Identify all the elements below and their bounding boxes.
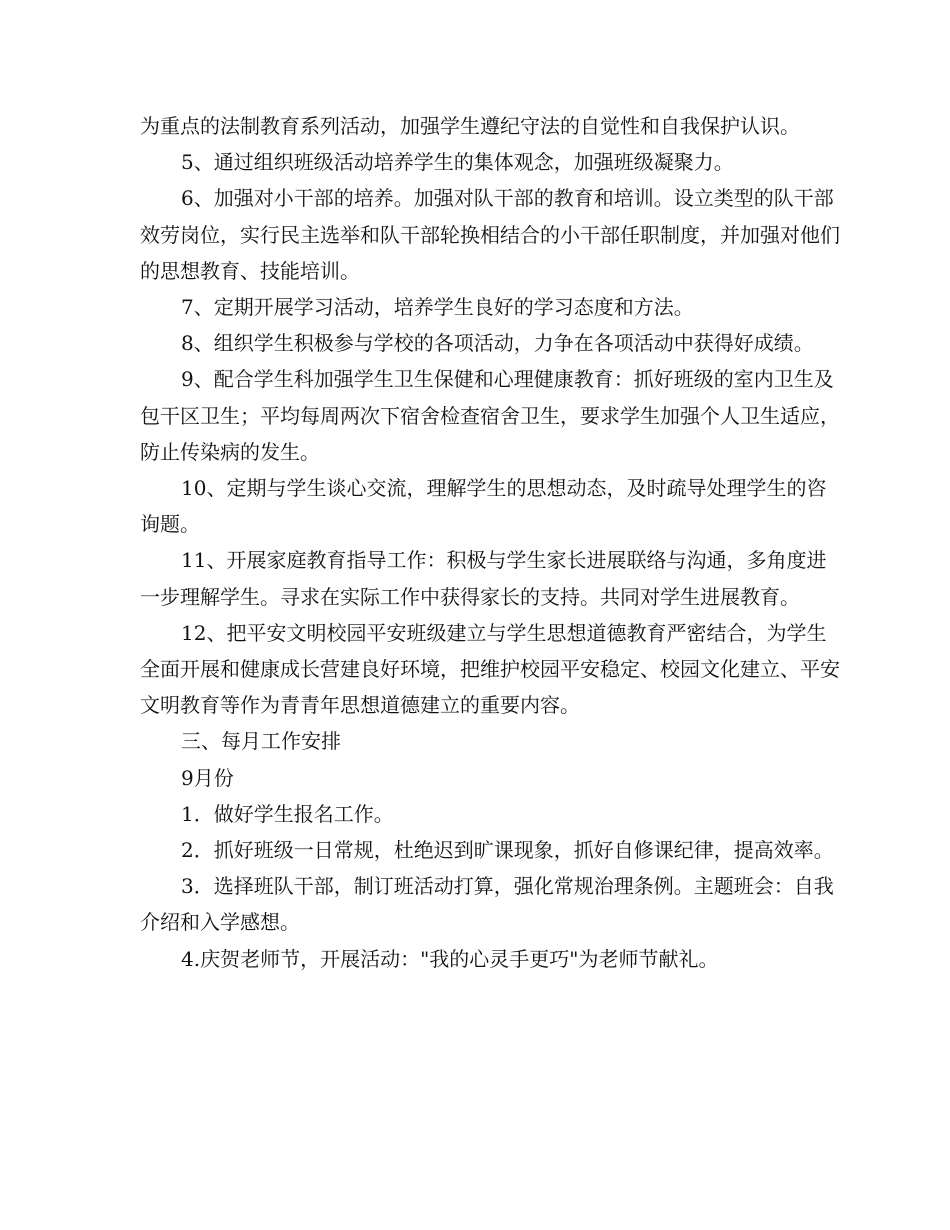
september-item-3: 3．选择班队干部，制订班活动打算，强化常规治理条例。主题班会：自我介绍和入学感想。 [140,874,834,935]
document-body [140,108,840,977]
paragraph-item-9: 9、配合学生科加强学生卫生保健和心理健康教育：抓好班级的室内卫生及包干区卫生；平均每周两次下宿舍检查宿舍卫生，要求学生加强个人卫生适应，防止传染病的发生。 [140,367,840,464]
paragraph-item-11: 11、开展家庭教育指导工作：积极与学生家长进展联络与沟通，多角度进一步理解学生。寻求在实际工作中获得家长的支持。共同对学生进展教育。 [140,548,827,609]
month-heading-september: 9月份 [181,765,234,790]
paragraph-item-6: 6、加强对小干部的培养。加强对队干部的教育和培训。设立类型的队干部效劳岗位，实行民主选举和队干部轮换相结合的小干部任职制度，并加强对他们的思想教育、技能培训。 [140,186,840,283]
september-item-2: 2．抓好班级一日常规，杜绝迟到旷课现象，抓好自修课纪律，提高效率。 [181,838,834,863]
paragraph-item-8: 8、组织学生积极参与学校的各项活动，力争在各项活动中获得好成绩。 [181,331,814,356]
section-heading-monthly-plan: 三、每月工作安排 [181,729,341,754]
paragraph-item-7: 7、定期开展学习活动，培养学生良好的学习态度和方法。 [181,295,694,320]
paragraph-item-12: 12、把平安文明校园平安班级建立与学生思想道德教育严密结合，为学生全面开展和健康成长营建良好环境，把维护校园平安稳定、校园文化建立、平安文明教育等作为青青年思想道德建立的重要内容。 [140,620,840,718]
paragraph-continuation: 为重点的法制教育系列活动，加强学生遵纪守法的自觉性和自我保护认识。 [140,114,800,138]
september-item-1: 1．做好学生报名工作。 [181,801,394,826]
september-item-4: 4.庆贺老师节，开展活动："我的心灵手更巧"为老师节献礼。 [181,946,719,971]
paragraph-item-5: 5、通过组织班级活动培养学生的集体观念，加强班级凝聚力。 [181,150,734,175]
paragraph-item-10: 10、定期与学生谈心交流，理解学生的思想动态，及时疏导处理学生的咨询题。 [140,476,827,537]
